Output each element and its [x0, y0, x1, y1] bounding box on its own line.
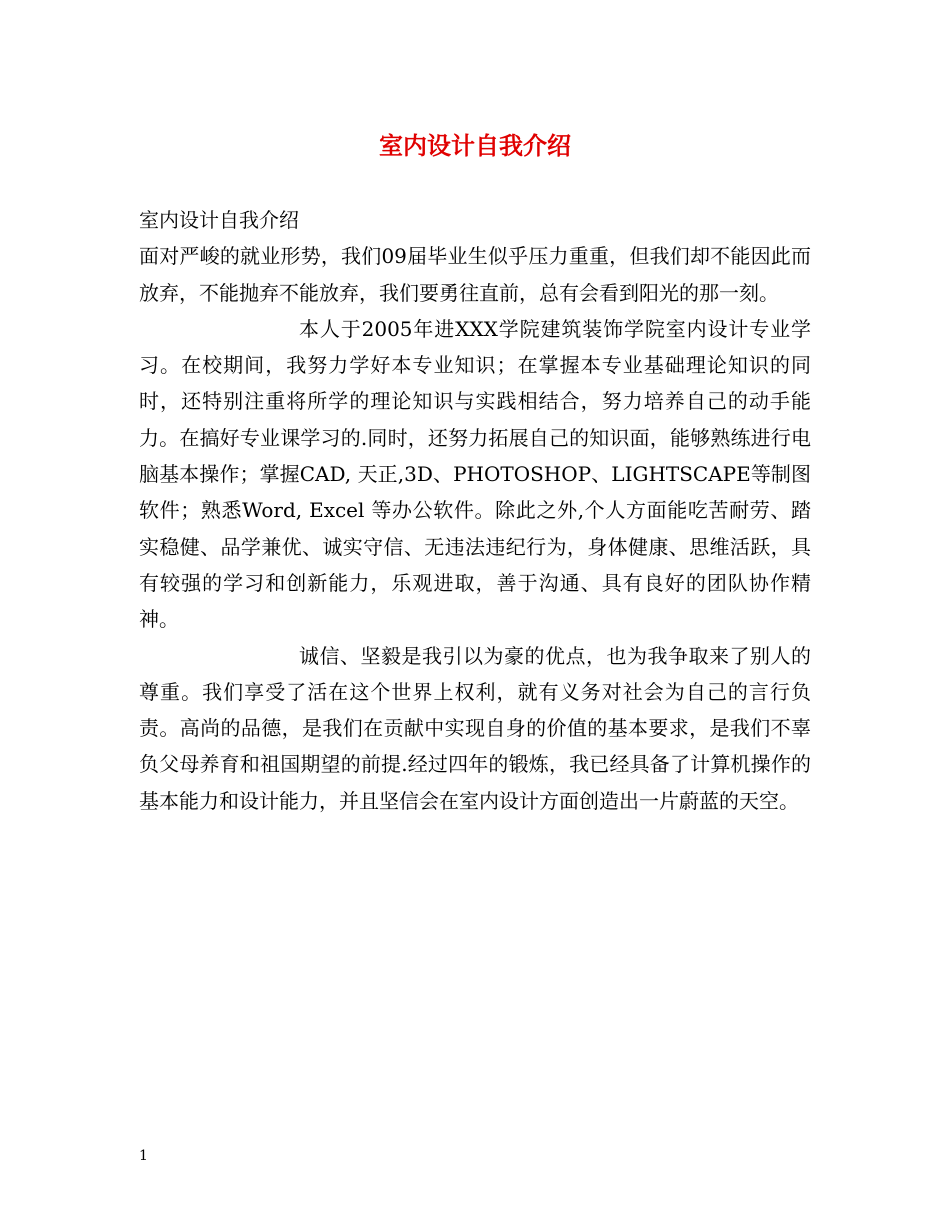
paragraph-education: 本人于2005年进XXX学院建筑装饰学院室内设计专业学习。在校期间，我努力学好本专业知识；在掌握本专业基础理论知识的同时，还特别注重将所学的理论知识与实践相结合，努力培养自己的动手能力。在搞好专业课学习的.同时，还努力拓展自己的知识面，能够熟练进行电脑基本操作；掌握CAD, 天正,3D、PHOTOSHOP、LIGHTSCAPE等制图软件；熟悉Word, Excel 等办公软件。除此之外,个人方面能吃苦耐劳、踏实稳健、品学兼优、诚实守信、无违法违纪行为，身体健康、思维活跃，具有较强的学习和创新能力，乐观进取，善于沟通、具有良好的团队协作精神。: [139, 316, 811, 632]
document-body: [139, 202, 811, 819]
section-heading: 室内设计自我介绍: [139, 208, 299, 232]
paragraph-intro: 面对严峻的就业形势，我们09届毕业生似乎压力重重，但我们却不能因此而放弃，不能抛弃不能放弃，我们要勇往直前，总有会看到阳光的那一刻。: [139, 244, 811, 305]
page-title: 室内设计自我介绍: [379, 131, 571, 160]
page-number: 1: [139, 1148, 148, 1164]
paragraph-character: 诚信、坚毅是我引以为豪的优点，也为我争取来了别人的尊重。我们享受了活在这个世界上权利，就有义务对社会为自己的言行负责。高尚的品德，是我们在贡献中实现自身的价值的基本要求，是我们不辜负父母养育和祖国期望的前提.经过四年的锻炼，我已经具备了计算机操作的基本能力和设计能力，并且坚信会在室内设计方面创造出一片蔚蓝的天空。: [139, 643, 811, 813]
